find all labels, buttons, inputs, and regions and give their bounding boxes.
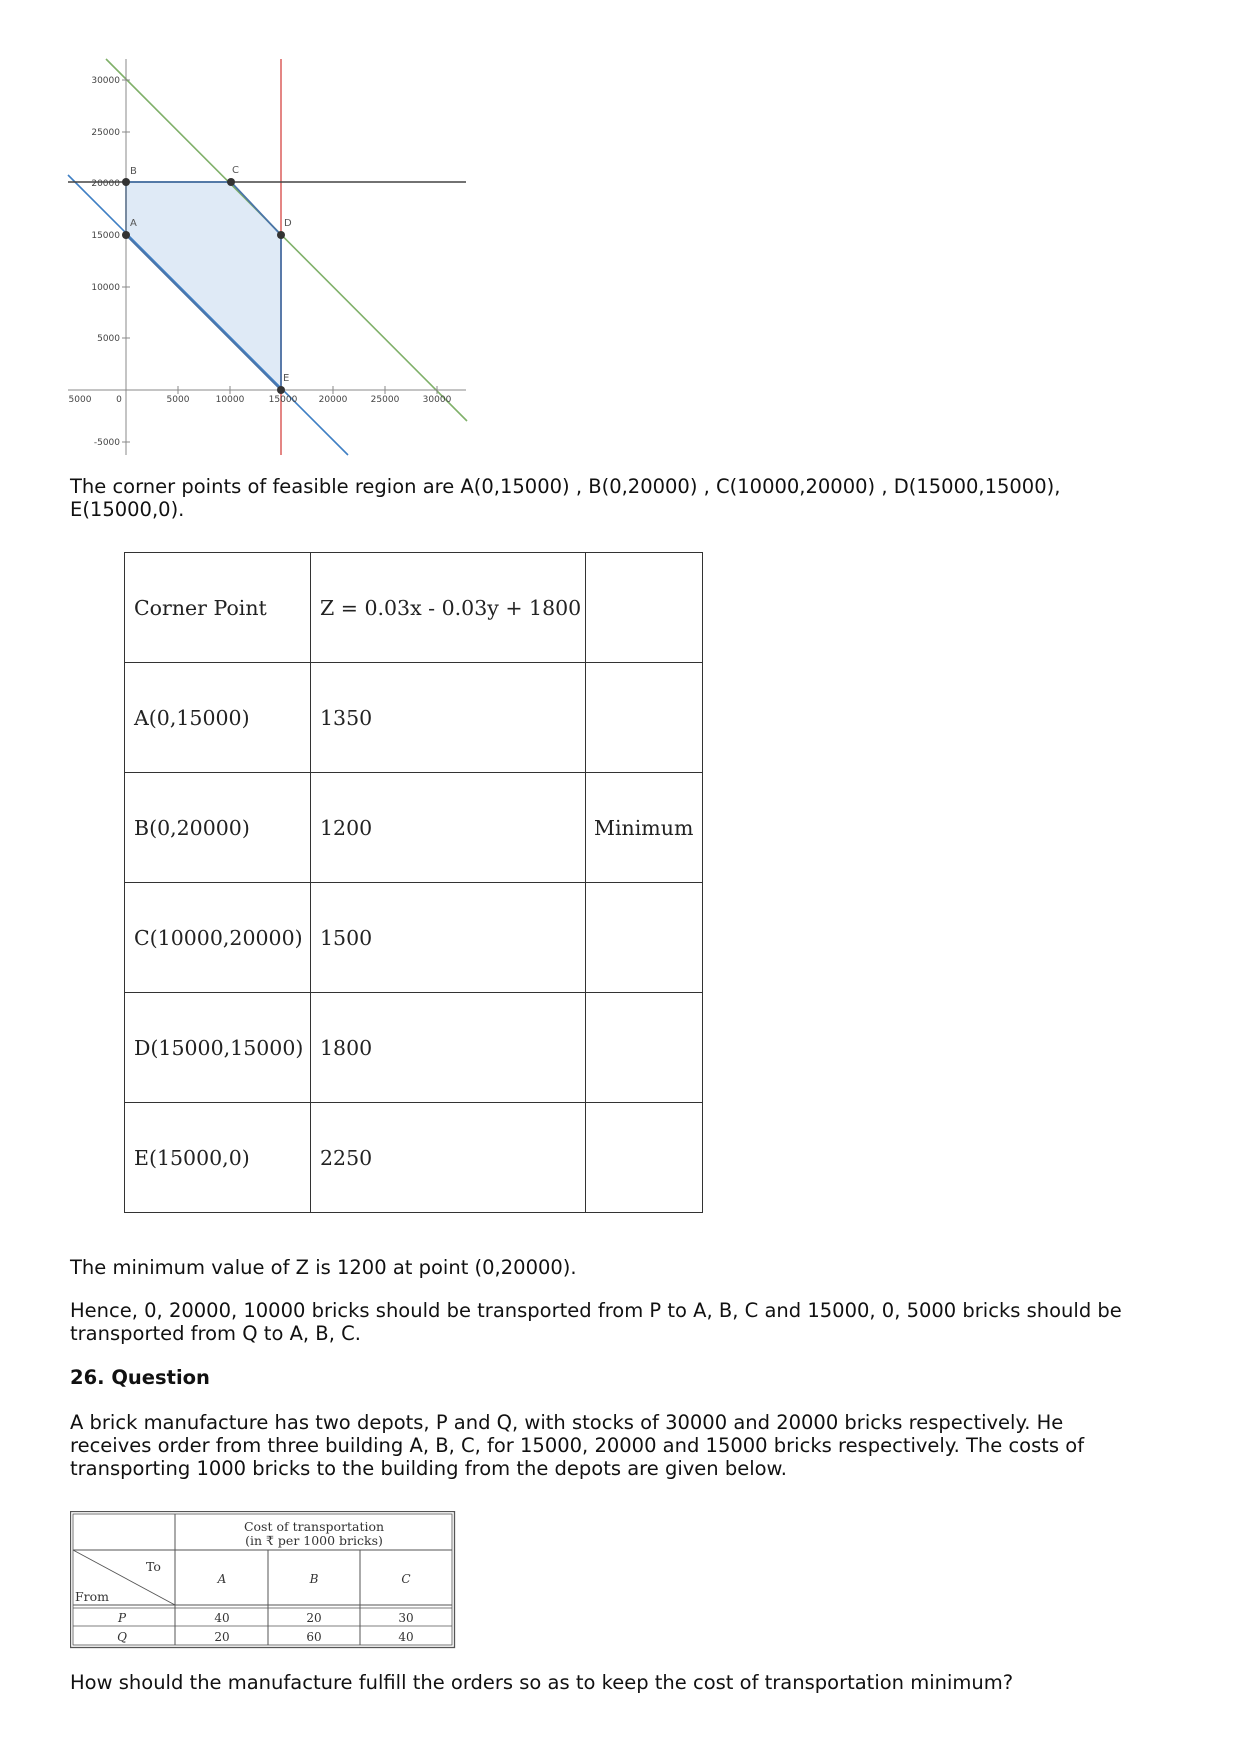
cost-cell: 40 xyxy=(214,1611,230,1625)
minimum-value-text: The minimum value of Z is 1200 at point (0,20000). xyxy=(70,1256,577,1279)
table-row xyxy=(125,663,703,773)
point-a xyxy=(122,231,130,239)
table-row xyxy=(125,1103,703,1213)
y-tick-label: 20000 xyxy=(91,179,120,189)
table-cell xyxy=(586,1103,703,1213)
table-cell: E(15000,0) xyxy=(125,1103,311,1213)
y-tick-label: 5000 xyxy=(97,334,120,344)
cost-table-title-1: Cost of transportation xyxy=(243,1519,385,1534)
final-question: How should the manufacture fulfill the orders so as to keep the cost of transportation minimum? xyxy=(70,1671,1014,1694)
question-line-2: receives order from three building A, B, C, for 15000, 20000 and 15000 bricks respectively. The costs of xyxy=(70,1434,1085,1457)
table-row xyxy=(125,993,703,1103)
table-row xyxy=(125,773,703,883)
table-cell: 1200 xyxy=(311,773,586,883)
question-line-1: A brick manufacture has two depots, P and Q, with stocks of 30000 and 20000 bricks respectively. He xyxy=(70,1411,1064,1434)
table-cell: Corner Point xyxy=(125,553,311,663)
table-cell xyxy=(586,663,703,773)
question-heading: 26. Question xyxy=(70,1366,210,1389)
table-cell: 1800 xyxy=(311,993,586,1103)
x-tick-label: 30000 xyxy=(422,395,452,405)
x-tick-label: 20000 xyxy=(318,395,348,405)
point-label-e: E xyxy=(283,373,290,384)
cost-table-title-2: (in ₹ per 1000 bricks) xyxy=(245,1533,383,1548)
x-tick-label: 10000 xyxy=(215,395,245,405)
table-row xyxy=(125,883,703,993)
table-cell xyxy=(586,993,703,1103)
table-cell: A(0,15000) xyxy=(125,663,311,773)
x-tick-label: 0 xyxy=(116,395,122,405)
point-label-c: C xyxy=(232,165,239,176)
cost-cell: 20 xyxy=(214,1630,230,1644)
table-cell xyxy=(586,883,703,993)
x-tick-label: 15000 xyxy=(268,395,298,405)
point-b xyxy=(122,178,130,186)
point-c xyxy=(227,178,235,186)
point-d xyxy=(277,231,285,239)
row-label-p: P xyxy=(117,1611,127,1625)
column-header-c: C xyxy=(401,1572,411,1586)
cost-cell: 30 xyxy=(398,1611,414,1625)
hence-line-2: transported from Q to A, B, C. xyxy=(70,1322,361,1345)
column-header-b: B xyxy=(309,1572,319,1586)
column-header-a: A xyxy=(217,1572,227,1586)
table-cell: B(0,20000) xyxy=(125,773,311,883)
table-cell: 1500 xyxy=(311,883,586,993)
y-tick-label: -5000 xyxy=(93,438,120,448)
x-tick-label: 5000 xyxy=(68,395,92,405)
point-e xyxy=(277,386,285,394)
table-cell: Minimum xyxy=(586,773,703,883)
y-tick-label: 10000 xyxy=(91,283,120,293)
hence-line-1: Hence, 0, 20000, 10000 bricks should be transported from P to A, B, C and 15000, 0, 5000 bricks should be xyxy=(70,1299,1122,1322)
y-tick-label: 30000 xyxy=(91,76,120,86)
table-cell: 1350 xyxy=(311,663,586,773)
corner-points-line-1: The corner points of feasible region are A(0,15000) , B(0,20000) , C(10000,20000) , D(15000,15000), xyxy=(70,475,1061,498)
corner-point-table xyxy=(124,552,703,1213)
feasible-region xyxy=(126,182,281,390)
cost-cell: 20 xyxy=(306,1611,322,1625)
x-tick-label: 5000 xyxy=(166,395,190,405)
table-header-row xyxy=(125,553,703,663)
point-label-d: D xyxy=(284,218,292,229)
to-label: To xyxy=(146,1559,161,1574)
point-label-a: A xyxy=(130,218,137,229)
corner-points-line-2: E(15000,0). xyxy=(70,498,185,521)
point-label-b: B xyxy=(130,166,137,177)
cost-cell: 60 xyxy=(306,1630,322,1644)
cost-cell: 40 xyxy=(398,1630,414,1644)
table-cell xyxy=(586,553,703,663)
from-label: From xyxy=(75,1589,110,1604)
y-tick-label: 25000 xyxy=(91,128,120,138)
table-cell: D(15000,15000) xyxy=(125,993,311,1103)
cost-table xyxy=(70,1511,460,1651)
table-cell: 2250 xyxy=(311,1103,586,1213)
table-cell: Z = 0.03x - 0.03y + 1800 xyxy=(311,553,586,663)
x-tick-label: 25000 xyxy=(370,395,400,405)
y-tick-label: 15000 xyxy=(91,231,120,241)
table-cell: C(10000,20000) xyxy=(125,883,311,993)
row-label-q: Q xyxy=(117,1630,127,1644)
question-line-3: transporting 1000 bricks to the building from the depots are given below. xyxy=(70,1457,787,1480)
feasible-region-graph xyxy=(0,0,480,460)
